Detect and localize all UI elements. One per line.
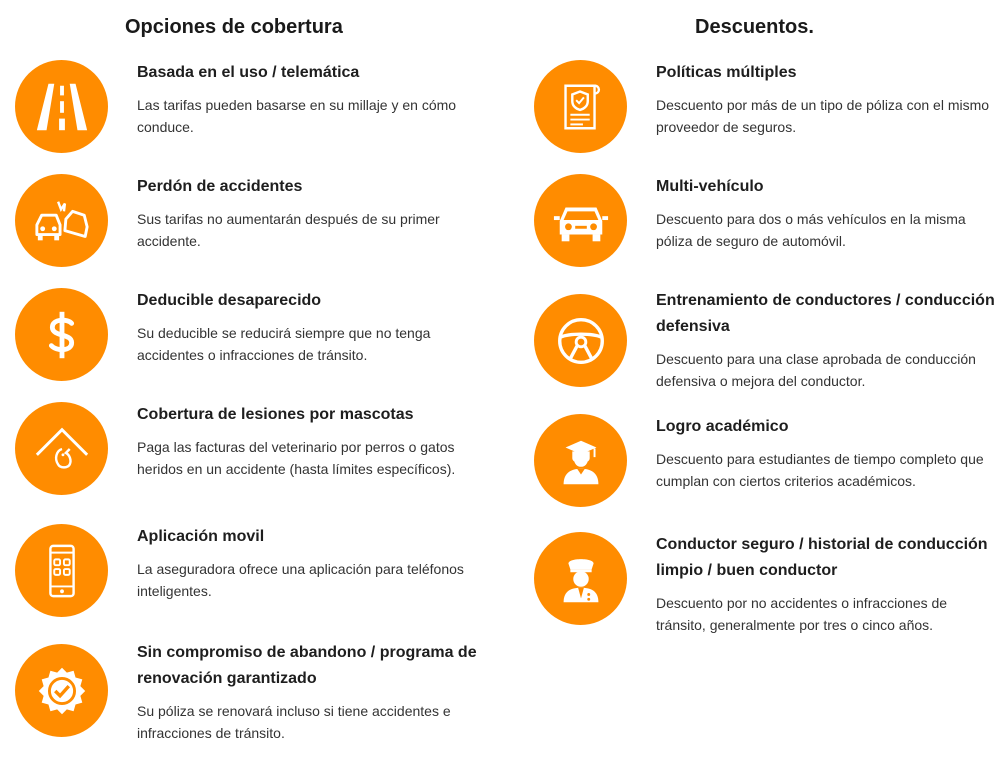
road-icon xyxy=(15,60,108,153)
item-title: Políticas múltiples xyxy=(656,64,797,81)
dollar-icon xyxy=(15,288,108,381)
smartphone-icon xyxy=(15,524,108,617)
pet-house-icon xyxy=(15,402,108,495)
item-title: Perdón de accidentes xyxy=(137,178,303,195)
item-description: Descuento por no accidentes o infracciones de tránsito, generalmente por tres o cinco años. xyxy=(656,595,948,633)
item-description: Su póliza se renovará incluso si tiene accidentes e infracciones de tránsito. xyxy=(137,703,451,741)
car-crash-icon xyxy=(15,174,108,267)
item-title: Multi-vehículo xyxy=(656,178,764,195)
item-title: Aplicación movil xyxy=(137,528,265,545)
item-description: Sus tarifas no aumentarán después de su primer accidente. xyxy=(137,211,440,249)
item-description: Las tarifas pueden basarse en su millaje y en cómo conduce. xyxy=(137,97,457,135)
item-title: Entrenamiento de conductores / conducción defensiva xyxy=(656,292,995,335)
item-title: Cobertura de lesiones por mascotas xyxy=(137,406,414,423)
item-description: Descuento por más de un tipo de póliza con el mismo proveedor de seguros. xyxy=(656,97,990,135)
item-title: Conductor seguro / historial de conducción limpio / buen conductor xyxy=(656,536,988,579)
item-description: Paga las facturas del veterinario por perros o gatos heridos en un accidente (hasta límites específicos). xyxy=(137,439,456,477)
item-title: Deducible desaparecido xyxy=(137,292,322,309)
item-description: Descuento para estudiantes de tiempo completo que cumplan con ciertos criterios académicos. xyxy=(656,451,984,489)
item-description: Descuento para dos o más vehículos en la misma póliza de seguro de automóvil. xyxy=(656,211,966,249)
steering-wheel-icon xyxy=(534,294,627,387)
item-description: La aseguradora ofrece una aplicación para teléfonos inteligentes. xyxy=(137,561,464,599)
discounts-title: Descuentos. xyxy=(695,16,814,38)
policy-document-icon xyxy=(534,60,627,153)
item-description: Su deducible se reducirá siempre que no tenga accidentes o infracciones de tránsito. xyxy=(137,325,431,363)
car-icon xyxy=(534,174,627,267)
item-title: Logro académico xyxy=(656,418,789,435)
item-title: Basada en el uso / telemática xyxy=(137,64,360,81)
badge-check-icon xyxy=(15,644,108,737)
item-description: Descuento para una clase aprobada de conducción defensiva o mejora del conductor. xyxy=(656,351,976,389)
chauffeur-icon xyxy=(534,532,627,625)
item-title: Sin compromiso de abandono / programa de renovación garantizado xyxy=(137,644,477,687)
graduate-icon xyxy=(534,414,627,507)
coverage-options-title: Opciones de cobertura xyxy=(125,16,343,38)
